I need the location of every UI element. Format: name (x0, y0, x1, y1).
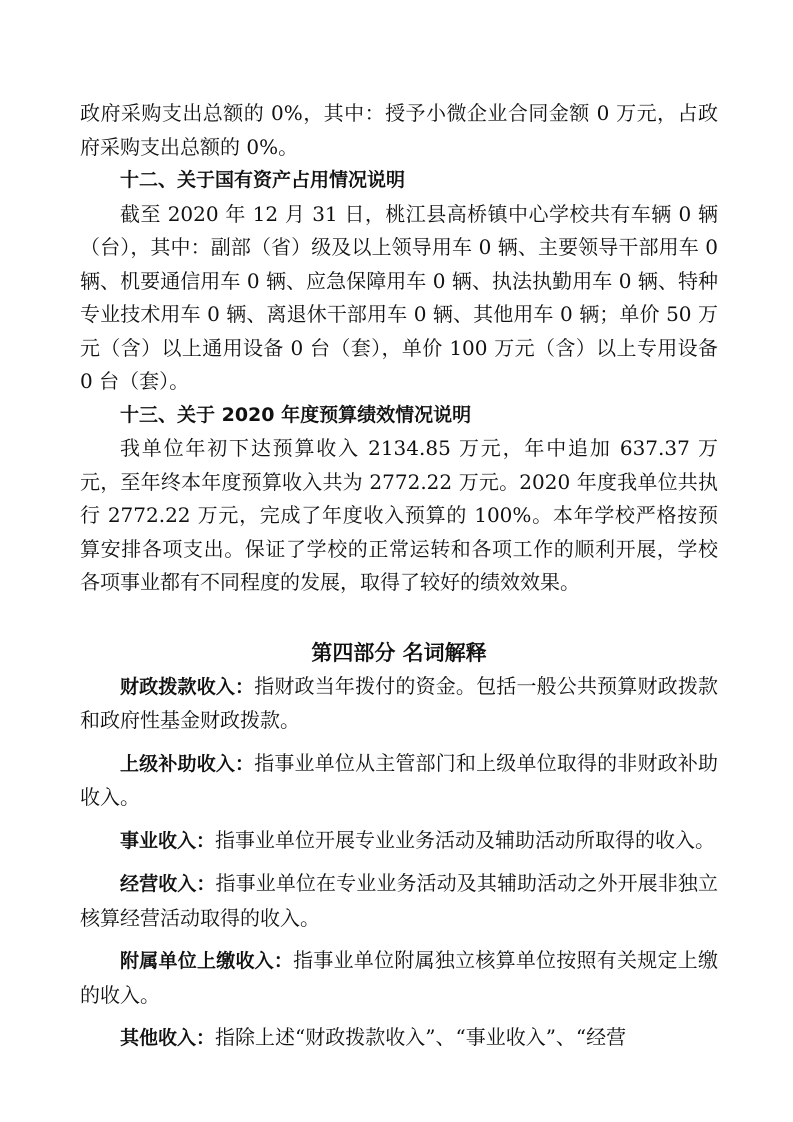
definition-text: 指事业单位从主管部门和上级单位取得的非财政补助收入。 (80, 750, 718, 809)
paragraph-performance: 我单位年初下达预算收入 2134.85 万元，年中追加 637.37 万元，至年终本年度预算收入共为 2772.22 万元。2020 年度我单位共执行 2772.22 万元，完成了年度收入预算的 100%。本年学校严格按预算安排各项支出。保证了学校的正常运转和各项工作的顺利开展，学校各项事业都有不同程度的发展，取得了较好的绩效效果。 (80, 436, 718, 594)
definition-text: 指事业单位附属独立核算单位按照有关规定上缴的收入。 (80, 948, 718, 1007)
paragraph-assets: 截至 2020 年 12 月 31 日，桃江县高桥镇中心学校共有车辆 0 辆（台），其中：副部（省）级及以上领导用车 0 辆、主要领导干部用车 0 辆、机要通信用车 0 辆、应急保障用车 0 辆、执法执勤用车 0 辆、特种专业技术用车 0 辆、离退休干部用车 0 辆、其他用车 0 辆；单价 50 万元（含）以上通用设备 0 台（套），单价 100 万元（含）以上专用设备 0 台（套）。 (80, 201, 718, 393)
definition-term: 财政拨款收入： (120, 675, 255, 698)
definition-item (80, 670, 718, 738)
section-heading-performance: 十三、关于 2020 年度预算绩效情况说明 (120, 403, 472, 426)
part-title-glossary: 第四部分 名词解释 (311, 640, 487, 665)
definition-text: 指事业单位在专业业务活动及其辅助活动之外开展非独立核算经营活动取得的收入。 (80, 871, 718, 930)
definition-term: 经营收入： (120, 873, 216, 895)
definition-term: 其他收入： (120, 1027, 216, 1049)
definition-term: 附属单位上缴收入： (120, 950, 294, 972)
definition-term: 事业收入： (120, 829, 216, 852)
definition-item (80, 1021, 718, 1056)
paragraph-procurement: 政府采购支出总额的 0%，其中：授予小微企业合同金额 0 万元，占政府采购支出总额的 0%。 (80, 101, 718, 159)
section-heading-assets: 十二、关于国有资产占用情况说明 (120, 169, 406, 191)
definition-term: 上级补助收入： (120, 752, 255, 775)
definition-text: 指除上述“财政拨款收入”、“事业收入”、“经营 (215, 1025, 627, 1049)
definition-item (80, 824, 718, 859)
definition-item (80, 747, 718, 815)
definition-item (80, 867, 718, 935)
document-page (80, 97, 718, 1056)
definition-item (80, 944, 718, 1012)
definition-text: 指事业单位开展专业业务活动及辅助活动所取得的收入。 (215, 827, 716, 852)
definition-text: 指财政当年拨付的资金。包括一般公共预算财政拨款和政府性基金财政拨款。 (80, 673, 718, 732)
